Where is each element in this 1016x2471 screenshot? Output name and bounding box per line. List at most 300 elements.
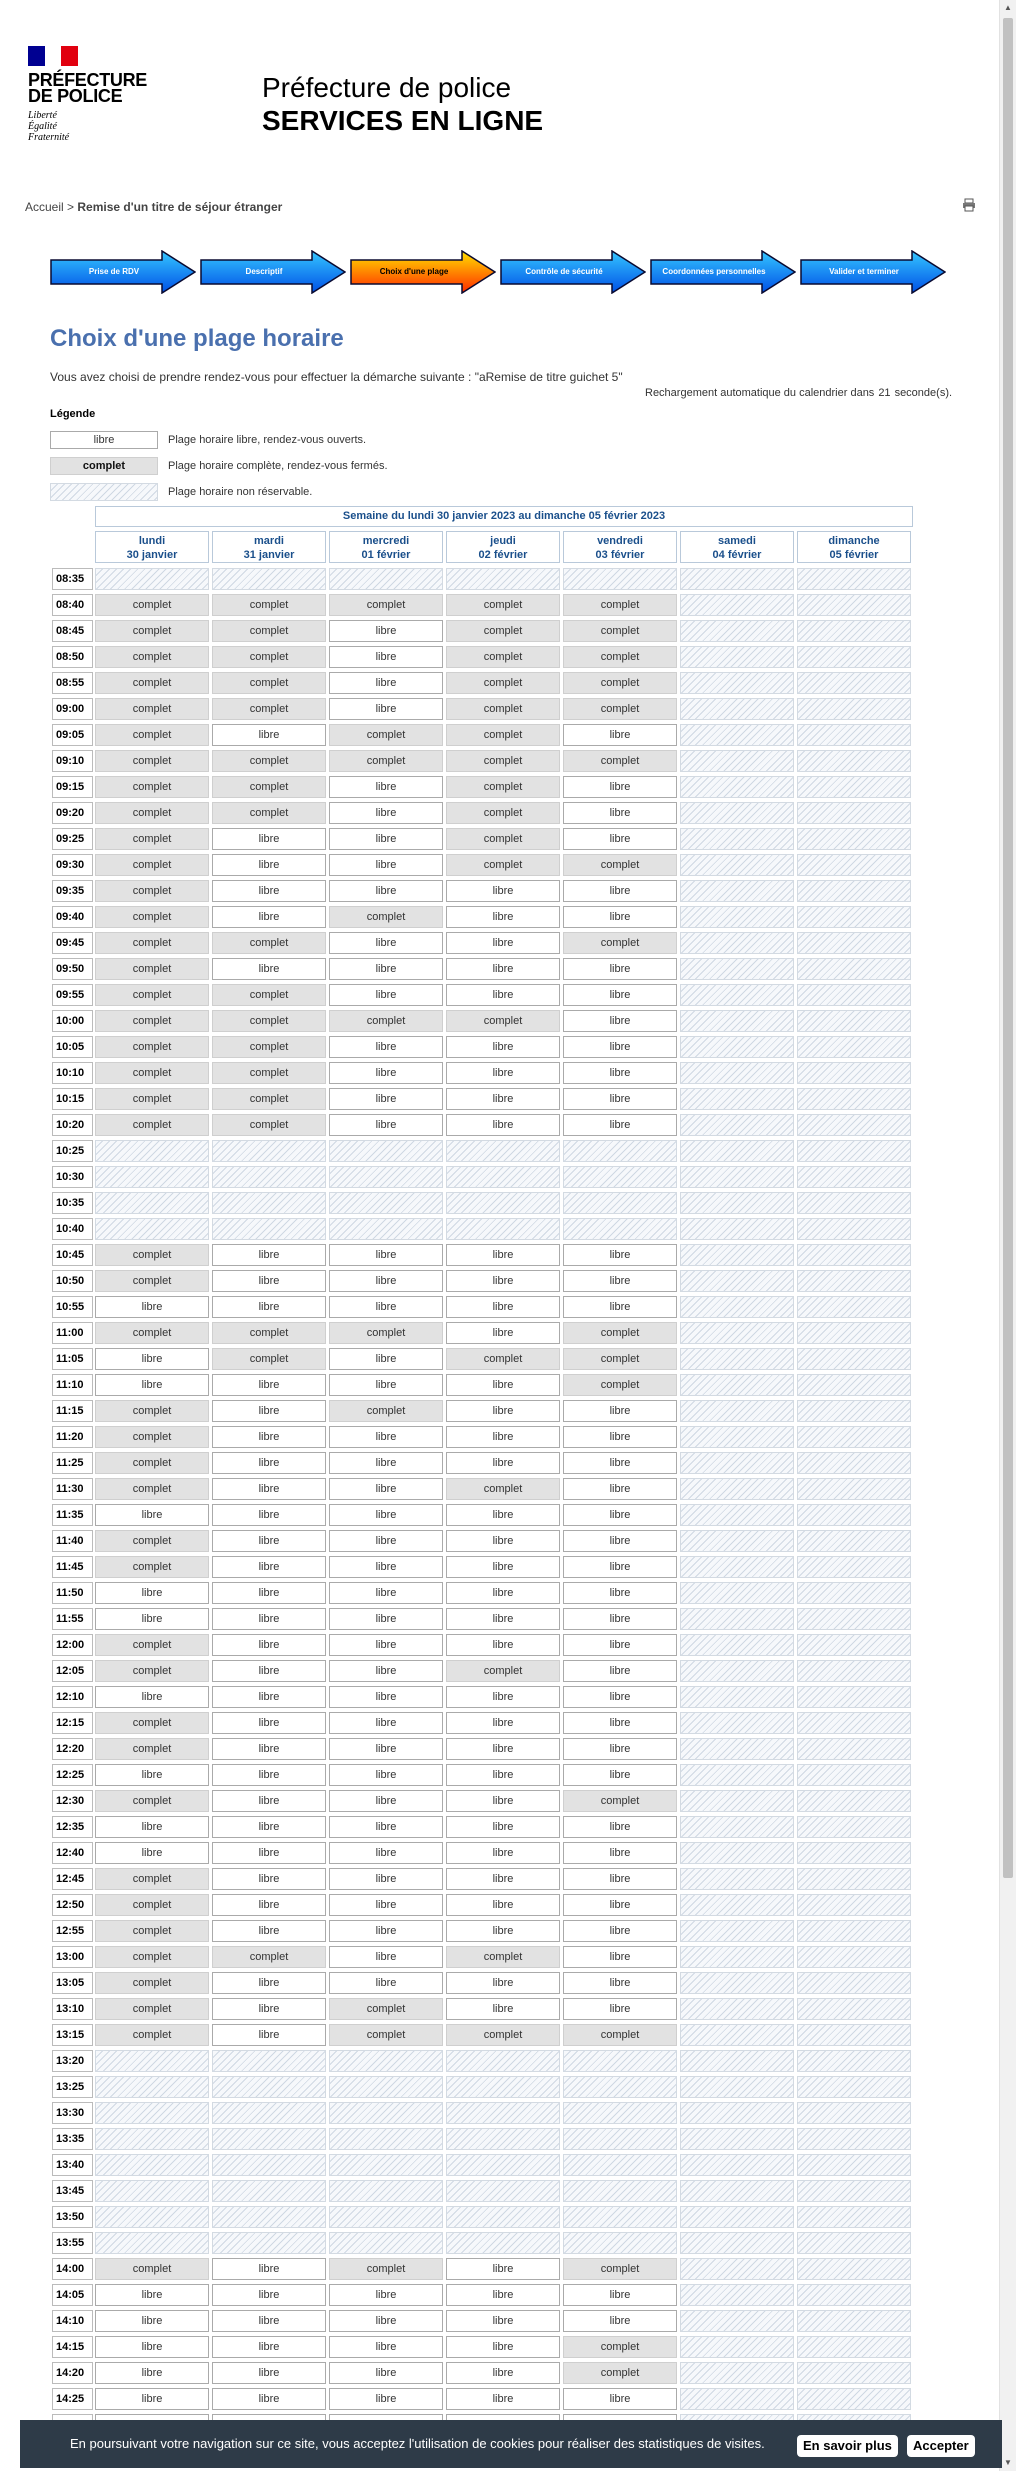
slot-cell[interactable]: libre <box>446 1530 560 1552</box>
slot-cell[interactable]: libre <box>212 2310 326 2332</box>
slot-cell[interactable]: libre <box>446 1634 560 1656</box>
day-header-vendredi: vendredi 03 février <box>563 531 677 563</box>
slot-cell[interactable]: libre <box>563 1686 677 1708</box>
slot-cell: complet <box>563 2024 677 2046</box>
slot-cell[interactable]: libre <box>329 1088 443 1110</box>
slot-cell: complet <box>95 1660 209 1682</box>
table-row <box>52 1321 914 1345</box>
slot-cell[interactable]: libre <box>212 1738 326 1760</box>
time-label: 11:30 <box>52 1478 93 1500</box>
slot-cell <box>797 958 911 980</box>
slot-cell <box>797 1790 911 1812</box>
slot-cell[interactable]: libre <box>446 1816 560 1838</box>
slot-cell <box>563 2154 677 2176</box>
slot-cell[interactable]: libre <box>212 724 326 746</box>
slot-cell[interactable]: libre <box>329 1634 443 1656</box>
slot-cell: complet <box>563 2258 677 2280</box>
slot-cell[interactable]: libre <box>563 2284 677 2306</box>
slot-cell[interactable]: libre <box>212 2388 326 2410</box>
slot-cell[interactable]: libre <box>212 1296 326 1318</box>
slot-cell[interactable]: libre <box>329 1114 443 1136</box>
slot-cell[interactable]: libre <box>563 1062 677 1084</box>
slot-cell: complet <box>95 1868 209 1890</box>
printer-icon[interactable] <box>962 198 976 212</box>
slot-cell[interactable]: libre <box>212 854 326 876</box>
slot-cell[interactable]: libre <box>95 1816 209 1838</box>
slot-cell[interactable]: libre <box>329 1530 443 1552</box>
slot-cell[interactable]: libre <box>212 1920 326 1942</box>
slot-cell: complet <box>95 620 209 642</box>
slot-cell[interactable]: libre <box>212 1712 326 1734</box>
slot-cell[interactable]: libre <box>212 1972 326 1994</box>
slot-cell <box>797 698 911 720</box>
time-label: 11:15 <box>52 1400 93 1422</box>
time-label: 12:00 <box>52 1634 93 1656</box>
prefecture-logo[interactable] <box>28 46 158 143</box>
slot-cell[interactable]: libre <box>329 2362 443 2384</box>
slot-cell <box>680 2154 794 2176</box>
slot-cell[interactable]: libre <box>329 698 443 720</box>
slot-cell <box>797 1894 911 1916</box>
scrollbar-thumb[interactable] <box>1003 18 1013 1878</box>
scrollbar[interactable] <box>999 0 1016 2471</box>
slot-cell[interactable]: libre <box>563 1946 677 1968</box>
slot-cell[interactable]: libre <box>563 1556 677 1578</box>
slot-cell <box>680 1348 794 1370</box>
slot-cell[interactable]: libre <box>212 2258 326 2280</box>
slot-cell[interactable]: libre <box>563 1504 677 1526</box>
slot-cell[interactable]: libre <box>95 1374 209 1396</box>
slot-cell[interactable]: libre <box>95 1582 209 1604</box>
slot-cell[interactable]: libre <box>446 880 560 902</box>
slot-cell <box>797 1998 911 2020</box>
slot-cell[interactable]: libre <box>563 1244 677 1266</box>
table-row <box>52 1087 914 1111</box>
slot-cell[interactable]: libre <box>446 2284 560 2306</box>
slot-cell[interactable]: libre <box>446 2310 560 2332</box>
slot-cell[interactable]: libre <box>212 1868 326 1890</box>
slot-cell[interactable]: libre <box>329 646 443 668</box>
slot-cell[interactable]: libre <box>563 958 677 980</box>
slot-cell[interactable]: libre <box>212 1556 326 1578</box>
slot-cell: complet <box>446 698 560 720</box>
slot-cell[interactable]: libre <box>329 1686 443 1708</box>
table-row <box>52 1165 914 1189</box>
slot-cell[interactable]: libre <box>446 984 560 1006</box>
slot-cell[interactable]: libre <box>329 1712 443 1734</box>
slot-cell <box>680 698 794 720</box>
slot-cell <box>680 2310 794 2332</box>
slot-cell[interactable]: libre <box>329 1660 443 1682</box>
slot-cell[interactable]: libre <box>212 1998 326 2020</box>
time-label: 13:40 <box>52 2154 93 2176</box>
slot-cell <box>329 2102 443 2124</box>
slot-cell: complet <box>212 1946 326 1968</box>
slot-cell[interactable]: libre <box>563 1426 677 1448</box>
slot-cell[interactable]: libre <box>563 984 677 1006</box>
slot-cell[interactable]: libre <box>563 1036 677 1058</box>
slot-cell[interactable]: libre <box>329 1946 443 1968</box>
slot-cell[interactable]: libre <box>212 906 326 928</box>
slot-cell[interactable]: libre <box>95 2310 209 2332</box>
slot-cell <box>680 2362 794 2384</box>
slot-cell <box>797 2128 911 2150</box>
slot-cell[interactable]: libre <box>212 1764 326 1786</box>
time-label: 12:05 <box>52 1660 93 1682</box>
slot-cell[interactable]: libre <box>95 2362 209 2384</box>
slot-cell[interactable]: libre <box>563 1894 677 1916</box>
slot-cell[interactable]: libre <box>95 2388 209 2410</box>
slot-cell[interactable]: libre <box>446 906 560 928</box>
slot-cell[interactable]: libre <box>95 1608 209 1630</box>
slot-cell[interactable]: libre <box>95 1296 209 1318</box>
slot-cell[interactable]: libre <box>329 1036 443 1058</box>
slot-cell: complet <box>563 932 677 954</box>
slot-cell[interactable]: libre <box>329 620 443 642</box>
slot-cell[interactable]: libre <box>212 1608 326 1630</box>
slot-cell[interactable]: libre <box>563 1088 677 1110</box>
slot-cell[interactable]: libre <box>446 1244 560 1266</box>
slot-cell[interactable]: libre <box>563 1270 677 1292</box>
slot-cell[interactable]: libre <box>329 1348 443 1370</box>
slot-cell[interactable]: libre <box>446 1790 560 1812</box>
slot-cell[interactable]: libre <box>95 2336 209 2358</box>
slot-cell[interactable]: libre <box>329 1738 443 1760</box>
slot-cell[interactable]: libre <box>563 1868 677 1890</box>
slot-cell: complet <box>446 672 560 694</box>
slot-cell[interactable]: libre <box>329 2284 443 2306</box>
slot-cell <box>797 1634 911 1656</box>
slot-cell[interactable]: libre <box>329 1582 443 1604</box>
slot-cell[interactable]: libre <box>446 1738 560 1760</box>
slot-cell[interactable]: libre <box>563 906 677 928</box>
slot-cell[interactable]: libre <box>446 1114 560 1136</box>
slot-cell[interactable]: libre <box>446 1556 560 1578</box>
slot-cell <box>680 1166 794 1188</box>
time-label: 09:45 <box>52 932 93 954</box>
slot-cell <box>797 2258 911 2280</box>
slot-cell[interactable]: libre <box>95 1764 209 1786</box>
slot-cell[interactable]: libre <box>212 1582 326 1604</box>
time-label: 10:20 <box>52 1114 93 1136</box>
slot-cell[interactable]: libre <box>212 2336 326 2358</box>
slot-cell[interactable]: libre <box>563 776 677 798</box>
slot-cell <box>212 2154 326 2176</box>
slot-cell[interactable]: libre <box>212 958 326 980</box>
slot-cell[interactable]: libre <box>446 958 560 980</box>
slot-cell <box>680 2024 794 2046</box>
slot-cell[interactable]: libre <box>446 1972 560 1994</box>
slot-cell[interactable]: libre <box>563 880 677 902</box>
slot-cell: complet <box>212 750 326 772</box>
slot-cell[interactable]: libre <box>329 1062 443 1084</box>
legend-text: Plage horaire libre, rendez-vous ouverts. <box>168 434 367 446</box>
slot-cell <box>680 1296 794 1318</box>
table-row <box>52 2387 914 2411</box>
slot-cell <box>95 2050 209 2072</box>
slot-cell[interactable]: libre <box>446 932 560 954</box>
slot-cell[interactable]: libre <box>446 1296 560 1318</box>
slot-cell <box>797 906 911 928</box>
slot-cell <box>680 828 794 850</box>
slot-cell: complet <box>446 620 560 642</box>
time-label: 12:25 <box>52 1764 93 1786</box>
slot-cell <box>212 2102 326 2124</box>
slot-cell[interactable]: libre <box>212 2362 326 2384</box>
slot-cell <box>680 594 794 616</box>
slot-cell[interactable]: libre <box>563 802 677 824</box>
slot-cell[interactable]: libre <box>95 1348 209 1370</box>
slot-cell[interactable]: libre <box>329 932 443 954</box>
slot-cell[interactable]: libre <box>212 1478 326 1500</box>
table-row <box>52 983 914 1007</box>
slot-cell[interactable]: libre <box>563 1608 677 1630</box>
slot-cell[interactable]: libre <box>446 1452 560 1474</box>
time-label: 14:25 <box>52 2388 93 2410</box>
slot-cell <box>680 1556 794 1578</box>
slot-cell[interactable]: libre <box>563 1842 677 1864</box>
slot-cell[interactable]: libre <box>446 1270 560 1292</box>
slot-cell: complet <box>446 1478 560 1500</box>
slot-cell: complet <box>212 1062 326 1084</box>
slot-cell[interactable]: libre <box>329 1244 443 1266</box>
slot-cell[interactable]: libre <box>563 828 677 850</box>
slot-cell[interactable]: libre <box>212 1400 326 1422</box>
slot-cell <box>446 1192 560 1214</box>
slot-cell[interactable]: libre <box>563 2310 677 2332</box>
slot-cell[interactable]: libre <box>329 828 443 850</box>
table-row <box>52 2075 914 2099</box>
slot-cell <box>680 2050 794 2072</box>
scroll-up-icon[interactable]: ▲ <box>1004 3 1012 12</box>
time-label: 12:20 <box>52 1738 93 1760</box>
slot-cell[interactable]: libre <box>446 2336 560 2358</box>
slot-cell[interactable]: libre <box>212 1374 326 1396</box>
slot-cell[interactable]: libre <box>212 1426 326 1448</box>
slot-cell[interactable]: libre <box>446 1036 560 1058</box>
slot-cell: complet <box>329 594 443 616</box>
slot-cell[interactable]: libre <box>329 1608 443 1630</box>
slot-cell[interactable]: libre <box>446 1842 560 1864</box>
slot-cell[interactable]: libre <box>329 2388 443 2410</box>
table-row <box>52 697 914 721</box>
slot-cell[interactable]: libre <box>329 1842 443 1864</box>
slot-cell[interactable]: libre <box>446 1920 560 1942</box>
reload-countdown: 21 <box>878 387 891 399</box>
slot-cell[interactable]: libre <box>329 854 443 876</box>
slot-cell[interactable]: libre <box>563 2388 677 2410</box>
slot-cell <box>446 568 560 590</box>
slot-cell[interactable]: libre <box>329 1920 443 1942</box>
slot-cell[interactable]: libre <box>446 1504 560 1526</box>
slot-cell[interactable]: libre <box>446 1764 560 1786</box>
slot-cell <box>95 2206 209 2228</box>
slot-cell: complet <box>563 750 677 772</box>
slot-cell[interactable]: libre <box>446 1582 560 1604</box>
slot-cell[interactable]: libre <box>212 1894 326 1916</box>
slot-cell[interactable]: libre <box>329 1816 443 1838</box>
slot-cell <box>680 646 794 668</box>
slot-cell[interactable]: libre <box>563 1010 677 1032</box>
slot-cell[interactable]: libre <box>446 1998 560 2020</box>
reload-notice: Rechargement automatique du calendrier dans 21 seconde(s). <box>645 387 953 399</box>
slot-cell[interactable]: libre <box>446 1712 560 1734</box>
table-row <box>52 1009 914 1033</box>
slot-cell[interactable]: libre <box>212 1504 326 1526</box>
slot-cell[interactable]: libre <box>563 1452 677 1474</box>
slot-cell[interactable]: libre <box>563 1478 677 1500</box>
slot-cell <box>680 1322 794 1344</box>
site-title <box>262 72 543 138</box>
slot-cell[interactable]: libre <box>329 1374 443 1396</box>
slot-cell <box>797 2336 911 2358</box>
table-row <box>52 1841 914 1865</box>
slot-cell[interactable]: libre <box>563 724 677 746</box>
slot-cell[interactable]: libre <box>329 958 443 980</box>
slot-cell[interactable]: libre <box>212 2024 326 2046</box>
table-row <box>52 1711 914 1735</box>
slot-cell[interactable]: libre <box>329 2310 443 2332</box>
slot-cell[interactable]: libre <box>446 1608 560 1630</box>
slot-cell[interactable]: libre <box>563 1530 677 1552</box>
slot-cell[interactable]: libre <box>446 1322 560 1344</box>
slot-cell[interactable]: libre <box>329 1426 443 1448</box>
slot-cell[interactable]: libre <box>212 1842 326 1864</box>
slot-cell: complet <box>95 698 209 720</box>
slot-cell[interactable]: libre <box>329 1270 443 1292</box>
slot-cell[interactable]: libre <box>329 2336 443 2358</box>
slot-cell[interactable]: libre <box>95 1686 209 1708</box>
slot-cell[interactable]: libre <box>446 1894 560 1916</box>
slot-cell[interactable]: libre <box>563 1920 677 1942</box>
slot-cell[interactable]: libre <box>212 1686 326 1708</box>
cookie-text: En poursuivant votre navigation sur ce site, vous acceptez l'utilisation de cookies pour réaliser des statistiques de visites. <box>70 2436 765 2451</box>
slot-cell[interactable]: libre <box>446 1374 560 1396</box>
slot-cell[interactable]: libre <box>212 1816 326 1838</box>
slot-cell <box>797 1738 911 1760</box>
slot-cell <box>680 2232 794 2254</box>
slot-cell[interactable]: libre <box>446 2362 560 2384</box>
table-row <box>52 853 914 877</box>
slot-cell[interactable]: libre <box>329 802 443 824</box>
scroll-down-icon[interactable]: ▼ <box>1004 2458 1012 2467</box>
slot-cell <box>797 2076 911 2098</box>
slot-cell[interactable]: libre <box>212 1244 326 1266</box>
slot-cell[interactable]: libre <box>446 1062 560 1084</box>
slot-cell[interactable]: libre <box>563 1114 677 1136</box>
time-label: 09:00 <box>52 698 93 720</box>
slot-cell[interactable]: libre <box>446 1868 560 1890</box>
time-label: 13:00 <box>52 1946 93 1968</box>
slot-cell[interactable]: libre <box>212 1452 326 1474</box>
slot-cell <box>329 2154 443 2176</box>
slot-cell[interactable]: libre <box>329 1790 443 1812</box>
slot-cell[interactable]: libre <box>329 776 443 798</box>
time-label: 13:05 <box>52 1972 93 1994</box>
slot-cell[interactable]: libre <box>563 1712 677 1734</box>
slot-cell: complet <box>95 1920 209 1942</box>
slot-cell[interactable]: libre <box>329 1478 443 1500</box>
slot-cell[interactable]: libre <box>446 1686 560 1708</box>
slot-cell[interactable]: libre <box>563 1296 677 1318</box>
slot-cell <box>680 1270 794 1292</box>
slot-cell[interactable]: libre <box>329 672 443 694</box>
slot-cell[interactable]: libre <box>563 1582 677 1604</box>
step-label: Valider et terminer <box>829 267 899 276</box>
slot-cell[interactable]: libre <box>446 2388 560 2410</box>
slot-cell <box>680 1764 794 1786</box>
slot-cell[interactable]: libre <box>563 1660 677 1682</box>
slot-cell[interactable]: libre <box>329 1452 443 1474</box>
slot-cell[interactable]: libre <box>95 1842 209 1864</box>
slot-cell[interactable]: libre <box>329 1504 443 1526</box>
slot-cell[interactable]: libre <box>212 1530 326 1552</box>
slot-cell <box>680 1790 794 1812</box>
slot-cell[interactable]: libre <box>563 1972 677 1994</box>
slot-cell <box>680 724 794 746</box>
slot-cell[interactable]: libre <box>329 1764 443 1786</box>
slot-cell[interactable]: libre <box>329 1868 443 1890</box>
slot-cell[interactable]: libre <box>563 1738 677 1760</box>
slot-cell[interactable]: libre <box>329 1556 443 1578</box>
slot-cell <box>797 2388 911 2410</box>
slot-cell: complet <box>212 1348 326 1370</box>
slot-cell[interactable]: libre <box>329 1972 443 1994</box>
slot-cell[interactable]: libre <box>446 1426 560 1448</box>
time-label: 12:45 <box>52 1868 93 1890</box>
slot-cell[interactable]: libre <box>212 1790 326 1812</box>
time-label: 08:50 <box>52 646 93 668</box>
slot-cell[interactable]: libre <box>95 1504 209 1526</box>
slot-cell[interactable]: libre <box>95 2284 209 2306</box>
slot-cell[interactable]: libre <box>329 880 443 902</box>
slot-cell[interactable]: libre <box>212 1634 326 1656</box>
table-row <box>52 2049 914 2073</box>
slot-cell[interactable]: libre <box>563 1634 677 1656</box>
slot-cell[interactable]: libre <box>212 2284 326 2306</box>
slot-cell[interactable]: libre <box>446 1400 560 1422</box>
time-label: 09:30 <box>52 854 93 876</box>
cookie-accept-button[interactable]: Accepter <box>907 2435 975 2457</box>
slot-cell[interactable]: libre <box>446 1088 560 1110</box>
slot-cell[interactable]: libre <box>563 1998 677 2020</box>
breadcrumb-home-link[interactable]: Accueil <box>25 200 64 214</box>
time-label: 12:35 <box>52 1816 93 1838</box>
slot-cell: complet <box>212 776 326 798</box>
slot-cell[interactable]: libre <box>212 828 326 850</box>
slot-cell <box>797 1530 911 1552</box>
slot-cell <box>563 2180 677 2202</box>
slot-cell[interactable]: libre <box>212 1270 326 1292</box>
slot-cell[interactable]: libre <box>563 1400 677 1422</box>
slot-cell <box>212 1192 326 1214</box>
table-row <box>52 1867 914 1891</box>
slot-cell: complet <box>446 1348 560 1370</box>
slot-cell[interactable]: libre <box>446 2258 560 2280</box>
day-header-mardi: mardi 31 janvier <box>212 531 326 563</box>
slot-cell[interactable]: libre <box>329 984 443 1006</box>
slot-cell[interactable]: libre <box>563 1816 677 1838</box>
time-label: 10:40 <box>52 1218 93 1240</box>
slot-cell[interactable]: libre <box>212 1660 326 1682</box>
slot-cell[interactable]: libre <box>329 1894 443 1916</box>
time-label: 10:45 <box>52 1244 93 1266</box>
slot-cell[interactable]: libre <box>329 1296 443 1318</box>
slot-cell <box>95 2232 209 2254</box>
slot-cell[interactable]: libre <box>563 1764 677 1786</box>
slot-cell[interactable]: libre <box>212 880 326 902</box>
cookie-more-button[interactable]: En savoir plus <box>797 2435 898 2457</box>
